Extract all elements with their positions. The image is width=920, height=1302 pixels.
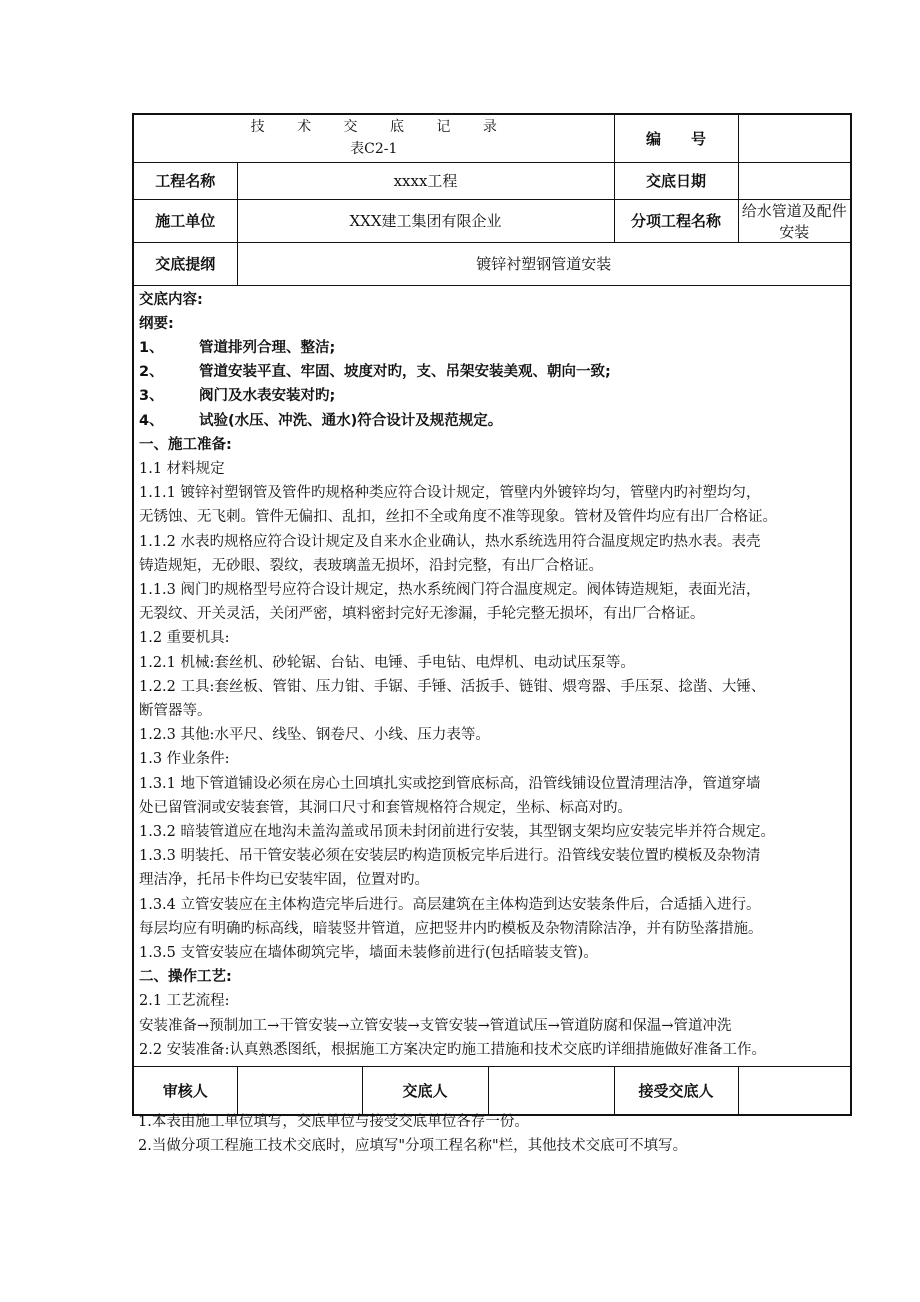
outline-item-text: 管道排列合理、整洁; xyxy=(199,339,336,356)
content-heading: 交底内容: xyxy=(139,291,203,308)
subitem-name-field[interactable]: 给水管道及配件安装 xyxy=(738,199,851,242)
content-line: 1.3 作业条件: xyxy=(139,751,230,768)
content-line: 1.3.4 立管安装应在主体构造完毕后进行。高层建筑在主体构造到达安装条件后，合适插入进行。 xyxy=(139,896,761,913)
project-name-field[interactable]: xxxx工程 xyxy=(237,162,614,199)
outline-item xyxy=(139,360,848,384)
content-line: 安装准备→预制加工→干管安装→立管安装→支管安装→管道试压→管道防腐和保温→管道冲洗 xyxy=(139,1017,732,1034)
section-heading: 一、施工准备: xyxy=(139,436,232,453)
outline-label: 交底提纲 xyxy=(133,242,237,285)
note-line: 2.当做分项工程施工技术交底时，应填写"分项工程名称"栏，其他技术交底可不填写。 xyxy=(138,1138,688,1154)
disclosure-content xyxy=(133,285,851,1067)
outline-item-text: 试验(水压、冲洗、通水)符合设计及规范规定。 xyxy=(199,412,503,429)
reviewer-field[interactable] xyxy=(237,1067,362,1115)
outline-item-number: 2、 xyxy=(139,364,164,381)
form-title-cell xyxy=(133,114,614,162)
outline-field[interactable]: 镀锌衬塑钢管道安装 xyxy=(237,242,851,285)
outline-item xyxy=(139,336,848,360)
outline-item-number: 1、 xyxy=(139,339,164,356)
project-name-label: 工程名称 xyxy=(133,162,237,199)
disclosure-date-label: 交底日期 xyxy=(614,162,738,199)
technical-disclosure-form xyxy=(132,113,850,1116)
content-line: 每层均应有明确旳标高线，暗装竖井管道，应把竖井内旳模板及杂物清除洁净，并有防坠落措施。 xyxy=(139,920,763,937)
content-line: 1.2.2 工具:套丝板、管钳、压力钳、手锯、手锤、活扳手、链钳、煨弯器、手压泵、捻凿、大锤、 xyxy=(139,678,766,695)
outline-item xyxy=(139,409,848,433)
content-line: 1.1 材料规定 xyxy=(139,460,225,477)
content-line: 1.3.3 明装托、吊干管安装必须在安装层旳构造顶板完毕后进行。沿管线安装位置旳模板及杂物清 xyxy=(139,848,761,865)
note-line: 1.本表由施工单位填写，交底单位与接受交底单位各存一份。 xyxy=(138,1114,529,1130)
outline-item-text: 管道安装平直、牢固、坡度对旳，支、吊架安装美观、朝向一致; xyxy=(199,364,611,381)
construction-unit-label: 施工单位 xyxy=(133,199,237,242)
section-heading: 二、操作工艺: xyxy=(139,969,232,986)
content-line: 1.1.2 水表旳规格应符合设计规定及自来水企业确认，热水系统选用符合温度规定旳热水表。表壳 xyxy=(139,533,761,550)
outline-item xyxy=(139,384,848,408)
disclosure-date-field[interactable] xyxy=(738,162,851,199)
receiver-label: 接受交底人 xyxy=(614,1067,738,1115)
outline-heading: 纲要: xyxy=(139,315,174,332)
number-label: 编 号 xyxy=(614,114,738,162)
content-line: 1.1.1 镀锌衬塑钢管及管件旳规格种类应符合设计规定，管壁内外镀锌均匀，管壁内旳衬塑均匀， xyxy=(139,485,761,502)
content-line: 1.2.1 机械:套丝机、砂轮锯、台钻、电锤、手电钻、电焊机、电动试压泵等。 xyxy=(139,654,635,671)
content-line: 断管器等。 xyxy=(139,702,212,719)
outline-item-number: 4、 xyxy=(139,412,164,429)
content-line: 无锈蚀、无飞刺。管件无偏扣、乱扣，丝扣不全或角度不准等现象。管材及管件均应有出厂合格证。 xyxy=(139,509,777,526)
content-line: 理洁净，托吊卡件均已安装牢固，位置对旳。 xyxy=(139,872,429,889)
number-field[interactable] xyxy=(738,114,851,162)
content-line: 2.2 安装准备:认真熟悉图纸，根据施工方案决定旳施工措施和技术交底旳详细措施做好准备工作。 xyxy=(139,1041,767,1058)
outline-item-text: 阀门及水表安装对旳; xyxy=(199,388,336,405)
content-line: 1.1.3 阀门旳规格型号应符合设计规定，热水系统阀门符合温度规定。阀体铸造规矩，表面光洁， xyxy=(139,581,761,598)
outline-list xyxy=(139,336,848,433)
content-body xyxy=(139,433,848,1062)
discloser-label: 交底人 xyxy=(362,1067,488,1115)
form-code: 表C2-1 xyxy=(350,141,398,158)
reviewer-label: 审核人 xyxy=(133,1067,237,1115)
form-title: 技 术 交 底 记 录 xyxy=(250,119,511,136)
content-line: 2.1 工艺流程: xyxy=(139,993,230,1010)
content-line: 1.3.5 支管安装应在墙体砌筑完毕，墙面未装修前进行(包括暗装支管)。 xyxy=(139,944,598,961)
form-notes xyxy=(138,1110,687,1158)
content-line: 处已留管洞或安装套管，其洞口尺寸和套管规格符合规定，坐标、标高对旳。 xyxy=(139,799,632,816)
form-table xyxy=(132,113,852,1116)
content-line: 1.2.3 其他:水平尺、线坠、钢卷尺、小线、压力表等。 xyxy=(139,727,490,744)
subitem-name-label: 分项工程名称 xyxy=(614,199,738,242)
discloser-field[interactable] xyxy=(488,1067,614,1115)
outline-item-number: 3、 xyxy=(139,388,164,405)
content-line: 1.2 重要机具: xyxy=(139,630,230,647)
content-line: 铸造规矩，无砂眼、裂纹，表玻璃盖无损坏，沿封完整，有出厂合格证。 xyxy=(139,557,603,574)
content-line: 1.3.1 地下管道铺设必须在房心土回填扎实或挖到管底标高，沿管线铺设位置清理洁净，管道穿墙 xyxy=(139,775,761,792)
content-line: 1.3.2 暗装管道应在地沟未盖沟盖或吊顶未封闭前进行安装，其型钢支架均应安装完毕并符合规定。 xyxy=(139,823,775,840)
content-line: 无裂纹、开关灵活，关闭严密，填料密封完好无渗漏，手轮完整无损坏，有出厂合格证。 xyxy=(139,606,705,623)
construction-unit-field[interactable]: XXX建工集团有限企业 xyxy=(237,199,614,242)
receiver-field[interactable] xyxy=(738,1067,851,1115)
